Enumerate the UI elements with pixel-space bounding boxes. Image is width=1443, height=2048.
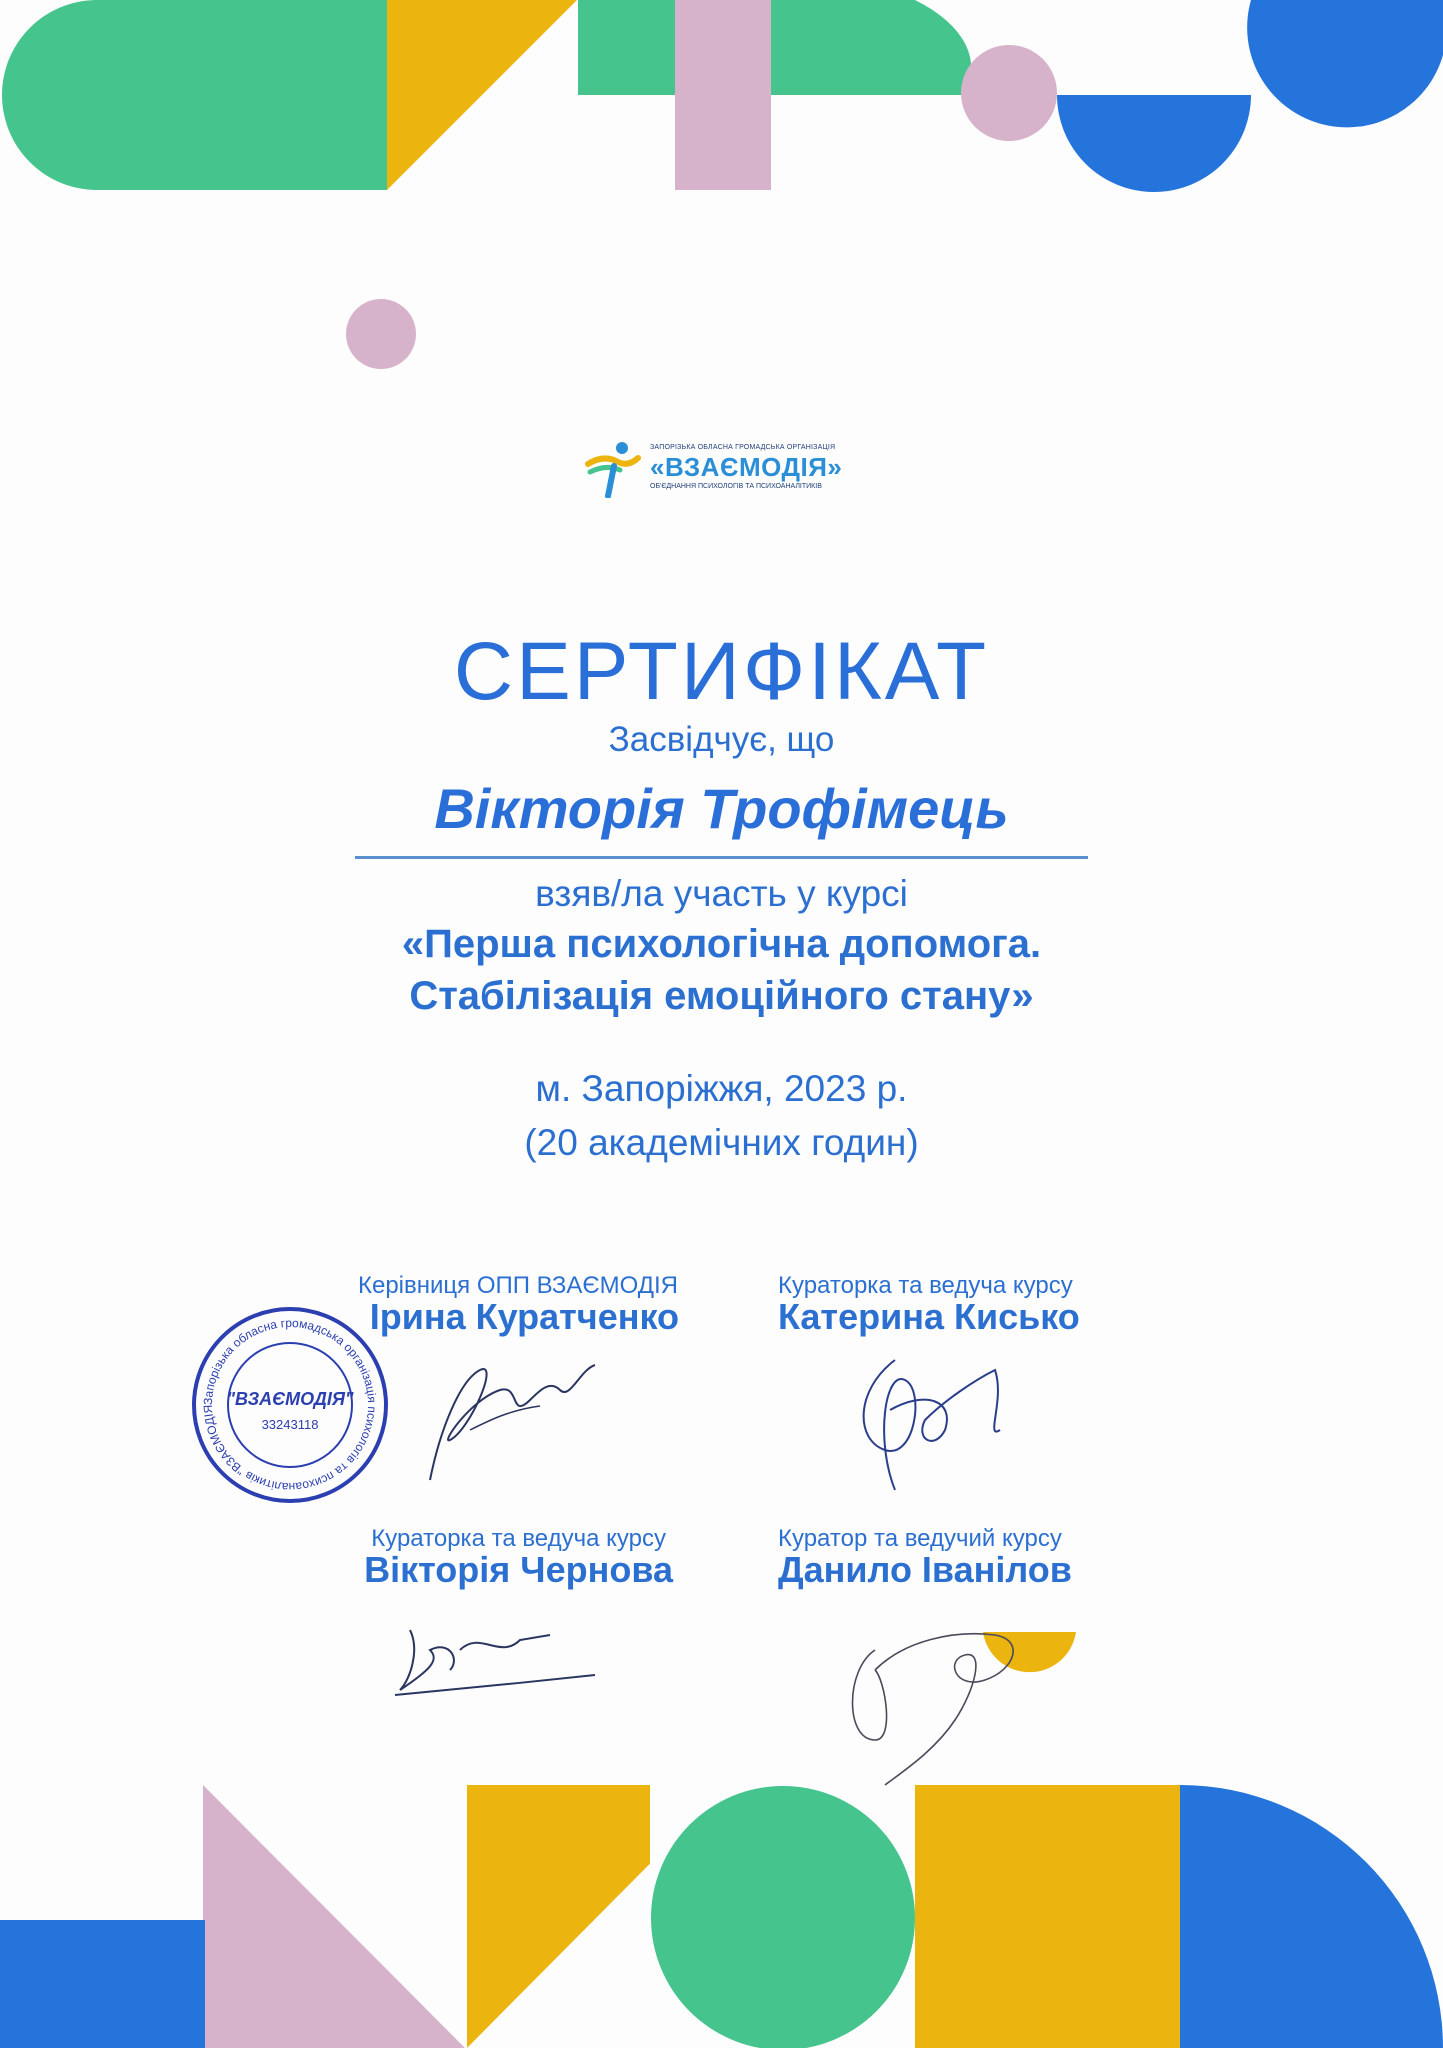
bottom-blue-quarter bbox=[1180, 1785, 1443, 2048]
top-pink-circle bbox=[961, 45, 1057, 141]
logo-org-name: «ВЗАЄМОДІЯ» bbox=[650, 452, 843, 482]
signature-3-icon bbox=[390, 1620, 610, 1700]
top-green-pill bbox=[2, 0, 387, 190]
signatory-1-role: Керівниця ОПП ВЗАЄМОДІЯ bbox=[357, 1272, 678, 1299]
top-blue-half-circle bbox=[1057, 95, 1251, 192]
organization-logo bbox=[584, 440, 864, 502]
bottom-left-blue bbox=[0, 1920, 205, 2048]
stamp-ring-text: Запорізька обласна громадська організація психологів та психоаналітиків "ВЗАЄМОДІЯ bbox=[200, 1315, 380, 1495]
participated-text: взяв/ла участь у курсі bbox=[535, 873, 908, 914]
city-year: м. Запоріжжя, 2023 р. bbox=[535, 1068, 908, 1109]
signatory-2-name: Катерина Кисько bbox=[778, 1296, 1080, 1337]
top-pink-bar bbox=[675, 0, 771, 190]
signatory-3-name: Вікторія Чернова bbox=[364, 1549, 673, 1590]
course-title-line-1: «Перша психологічна допомога. bbox=[401, 922, 1042, 966]
signatory-2-role: Кураторка та ведуча курсу bbox=[778, 1272, 1073, 1299]
logo-figure-icon bbox=[584, 440, 642, 498]
top-green-quarter bbox=[578, 0, 971, 95]
bottom-yellow-block bbox=[915, 1785, 1180, 2048]
signatory-1-name: Ірина Куратченко bbox=[369, 1296, 679, 1337]
certifies-text: Засвідчує, що bbox=[608, 720, 835, 759]
official-stamp bbox=[190, 1305, 390, 1505]
signatory-3-role: Кураторка та ведуча курсу bbox=[371, 1525, 666, 1552]
signatory-4-role: Куратор та ведучий курсу bbox=[778, 1525, 1062, 1552]
signature-2-icon bbox=[835, 1330, 1035, 1500]
top-right-blue-half bbox=[1247, 0, 1443, 127]
course-title-line-2: Стабілізація емоційного стану» bbox=[409, 974, 1034, 1018]
pink-dot bbox=[346, 299, 416, 369]
name-underline bbox=[355, 856, 1088, 859]
stamp-name: "ВЗАЄМОДІЯ" bbox=[226, 1389, 354, 1409]
recipient-name: Вікторія Трофімець bbox=[434, 777, 1009, 840]
signatory-4-name: Данило Іванілов bbox=[778, 1549, 1072, 1590]
signature-1-icon bbox=[410, 1340, 610, 1490]
bottom-green-circle bbox=[651, 1786, 915, 2048]
bottom-pink-triangle bbox=[203, 1785, 465, 2048]
logo-org-line-bottom: ОБ'ЄДНАННЯ ПСИХОЛОГІВ ТА ПСИХОАНАЛІТИКІВ bbox=[650, 483, 822, 490]
certificate-title: СЕРТИФІКАТ bbox=[453, 626, 990, 717]
logo-org-line-top: ЗАПОРІЗЬКА ОБЛАСНА ГРОМАДСЬКА ОРГАНІЗАЦІЯ bbox=[650, 444, 836, 451]
signature-4-icon bbox=[835, 1590, 1045, 1790]
academic-hours: (20 академічних годин) bbox=[524, 1122, 919, 1163]
stamp-code: 33243118 bbox=[261, 1417, 319, 1432]
